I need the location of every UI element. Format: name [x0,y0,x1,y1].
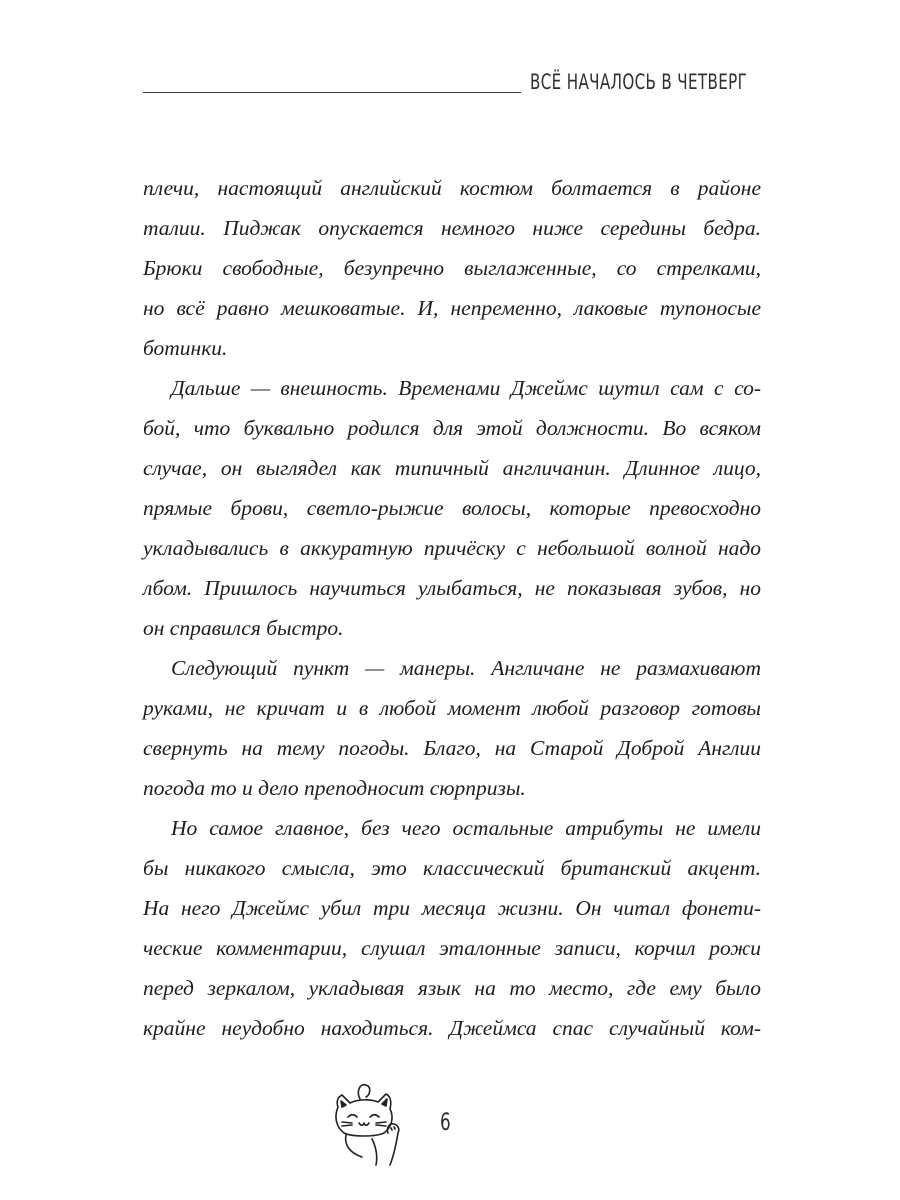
text-line: талии. Пиджак опускается немного ниже середины бедра. [143,216,761,240]
text-line: свернуть на тему погоды. Благо, на Старой Доброй Англии [143,736,761,760]
header-rule [143,92,521,93]
text-line: случае, он выглядел как типичный англичанин. Длинное лицо, [143,456,761,480]
running-title: ВСЁ НАЧАЛОСЬ В ЧЕТВЕРГ [530,70,748,94]
text-line: Брюки свободные, безупречно выглаженные, со стрелками, [143,256,761,280]
text-line: бы никакого смысла, это классический британский акцент. [143,856,761,880]
text-line: бой, что буквально родился для этой должности. Во всяком [143,416,761,440]
page-number: 6 [440,1108,451,1136]
text-line: Следующий пункт — манеры. Англичане не размахивают [171,656,761,680]
lucky-cat-icon [332,1077,412,1167]
text-line: он справился быстро. [143,616,344,640]
text-line: Но самое главное, без чего остальные атрибуты не имели [171,816,761,840]
text-line: На него Джеймс убил три месяца жизни. Он читал фонети- [143,896,761,920]
text-line: руками, не кричат и в любой момент любой разговор готовы [143,696,761,720]
text-line: Дальше — внешность. Временами Джеймс шутил сам с со- [171,376,761,400]
text-line: погода то и дело преподносит сюрпризы. [143,776,526,800]
text-line: но всё равно мешковатые. И, непременно, лаковые тупоносые [143,296,761,320]
text-line: ботинки. [143,336,228,360]
text-line: укладывались в аккуратную причёску с небольшой волной надо [143,536,761,560]
text-line: ческие комментарии, слушал эталонные записи, корчил рожи [143,936,761,960]
text-line: крайне неудобно находиться. Джеймса спас случайный ком- [143,1016,761,1040]
text-line: лбом. Пришлось научиться улыбаться, не показывая зубов, но [143,576,761,600]
body-text [143,168,761,1048]
text-line: перед зеркалом, укладывая язык на то место, где ему было [143,976,761,1000]
text-line: плечи, настоящий английский костюм болтается в районе [143,176,761,200]
text-line: прямые брови, светло-рыжие волосы, которые превосходно [143,496,761,520]
